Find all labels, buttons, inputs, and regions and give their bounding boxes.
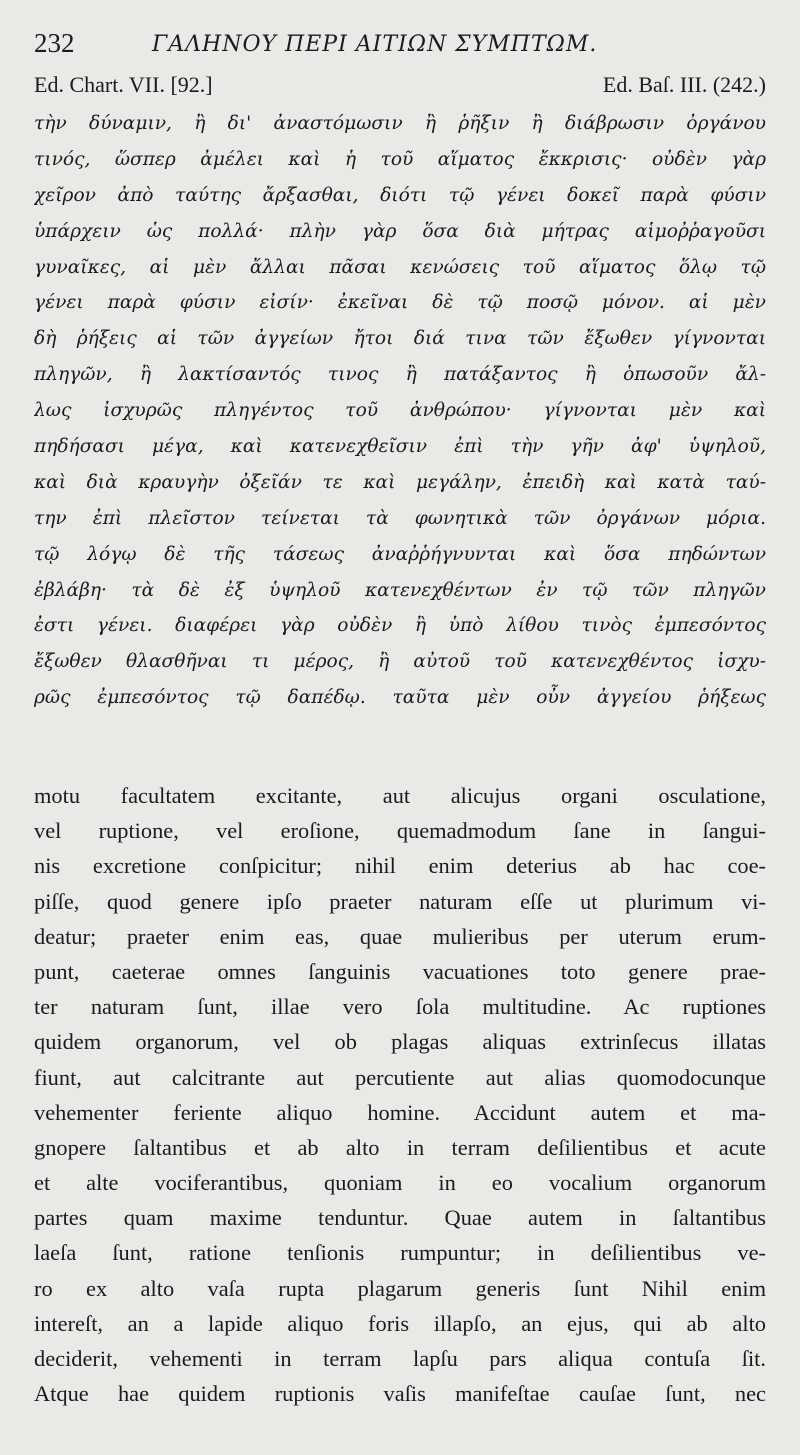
latin-line: gnopere ſaltantibus et ab alto in terram deſilientibus et acute (34, 1134, 766, 1160)
greek-line: λως ἰσχυρῶς πληγέντος τοῦ ἀνθρώπου· γίγνονται μὲν καὶ (34, 400, 766, 422)
greek-line: ἔξωθεν θλασθῆναι τι μέρος, ἢ αὐτοῦ τοῦ κατενεχθέντος ἰσχυ- (34, 651, 766, 673)
greek-line: ἐστι γένει. διαφέρει γὰρ οὐδὲν ἢ ὑπὸ λίθου τινὸς ἐμπεσόντος (34, 615, 766, 637)
latin-line: motu facultatem excitante, aut alicujus organi osculatione, (34, 783, 766, 808)
running-head: ΓΑΛΗΝΟΥ ΠΕΡΙ ΑΙΤΙΩΝ ΣΥΜΠΤΩΜ. (152, 32, 598, 57)
latin-line: fiunt, aut calcitrante aut percutiente aut alias quomodocunque (34, 1064, 766, 1090)
greek-line: ἐβλάβη· τὰ δὲ ἐξ ὑψηλοῦ κατενεχθέντων ἐν τῷ τῶν πληγῶν (34, 579, 766, 601)
show-through-text (34, 728, 766, 754)
page-number: 232 (34, 28, 75, 58)
greek-line: γυναῖκες, αἱ μὲν ἄλλαι πᾶσαι κενώσεις τοῦ αἵματος ὅλῳ τῷ (34, 256, 766, 278)
latin-line: et alte vociferantibus, quoniam in eo vocalium organorum (34, 1170, 766, 1196)
greek-line: ρῶς ἐμπεσόντος τῷ δαπέδῳ. ταῦτα μὲν οὖν ἀγγείου ῥήξεως (34, 687, 766, 709)
greek-line: πληγῶν, ἢ λακτίσαντός τινος ἢ πατάξαντος ἢ ὁπωσοῦν ἄλ- (34, 364, 766, 386)
greek-text-block (34, 106, 766, 716)
edition-chartier: Ed. Chart. VII. [92.] (34, 72, 213, 97)
greek-line: γένει παρὰ φύσιν εἰσίν· ἐκεῖναι δὲ τῷ ποσῷ μόνον. αἱ μὲν (34, 292, 766, 314)
greek-line: δὴ ῥήξεις αἱ τῶν ἀγγείων ἤτοι διά τινα τῶν ἔξωθεν γίγνονται (34, 328, 766, 350)
greek-line: ὑπάρχειν ὡς πολλά· πλὴν γὰρ ὅσα διὰ μήτρας αἱμοῤῥαγοῦσι (34, 220, 766, 242)
greek-line: τῷ λόγῳ δὲ τῆς τάσεως ἀναῤῥήγνυνται καὶ ὅσα πηδώντων (34, 543, 766, 565)
latin-line: partes quam maxime tenduntur. Quae autem in ſaltantibus (34, 1205, 766, 1231)
latin-line: ro ex alto vaſa rupta plagarum generis ſunt Nihil enim (34, 1275, 766, 1301)
greek-line: πηδήσασι μέγα, καὶ κατενεχθεῖσιν ἐπὶ τὴν γῆν ἀφ' ὑψηλοῦ, (34, 436, 766, 458)
greek-line: καὶ διὰ κραυγὴν ὀξεῖάν τε καὶ μεγάλην, ἐπειδὴ καὶ κατὰ ταύ- (34, 471, 766, 493)
latin-line: Atque hae quidem ruptionis vaſis manifeſtae cauſae ſunt, nec (34, 1381, 766, 1407)
latin-line: nis excretione conſpicitur; nihil enim deterius ab hac coe- (34, 853, 766, 879)
greek-line: τινός, ὥσπερ ἀμέλει καὶ ἡ τοῦ αἵματος ἔκκρισις· οὐδὲν γὰρ (34, 148, 766, 170)
page-header (34, 26, 774, 66)
latin-line: piſſe, quod genere ipſo praeter naturam eſſe ut plurimum vi- (34, 888, 766, 914)
latin-line: laeſa ſunt, ratione tenſionis rumpuntur; in deſilientibus ve- (34, 1240, 766, 1266)
edition-basel: Ed. Baſ. III. (242.) (602, 72, 766, 97)
edition-references (34, 72, 766, 104)
latin-line: intereſt, an a lapide aliquo foris illapſo, an ejus, qui ab alto (34, 1310, 766, 1336)
greek-line: χεῖρον ἀπὸ ταύτης ἄρξασθαι, διότι τῷ γένει δοκεῖ παρὰ φύσιν (34, 184, 766, 206)
greek-line: την ἐπὶ πλεῖστον τείνεται τὰ φωνητικὰ τῶν ὀργάνων μόρια. (34, 507, 766, 529)
latin-line: deciderit, vehementi in terram lapſu pars aliqua contuſa ſit. (34, 1346, 766, 1371)
latin-line: ter naturam ſunt, illae vero ſola multitudine. Ac ruptiones (34, 994, 766, 1020)
latin-line: deatur; praeter enim eas, quae mulieribus per uterum erum- (34, 923, 766, 949)
greek-line: τὴν δύναμιν, ἢ δι' ἀναστόμωσιν ἢ ῥῆξιν ἢ διάβρωσιν ὀργάνου (34, 113, 766, 134)
latin-line: quidem organorum, vel ob plagas aliquas extrinſecus illatas (34, 1029, 766, 1055)
latin-line: vel ruptione, vel eroſione, quemadmodum ſane in ſangui- (34, 818, 766, 844)
latin-line: punt, caeterae omnes ſanguinis vacuationes toto genere prae- (34, 958, 766, 984)
latin-line: vehementer feriente aliquo homine. Accidunt autem et ma- (34, 1099, 766, 1125)
latin-text-block (34, 778, 766, 1411)
